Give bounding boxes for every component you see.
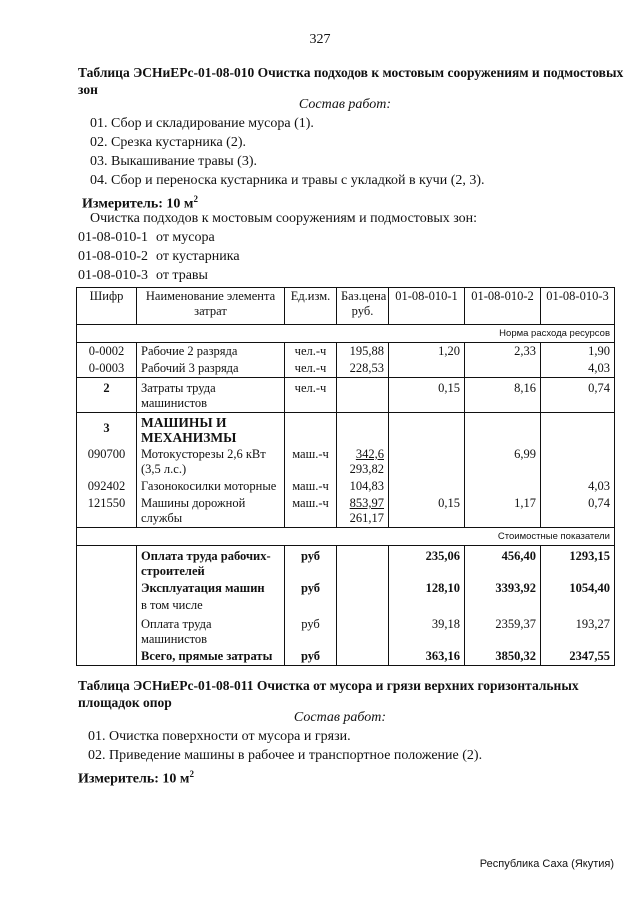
- price-main: 342,6: [355, 447, 384, 461]
- cell-name: Рабочий 3 разряда: [137, 360, 285, 378]
- cell-shifr: 121550: [77, 495, 137, 528]
- code-desc: от травы: [156, 268, 208, 283]
- code-desc: от мусора: [156, 230, 215, 245]
- price-main: 853,97: [349, 496, 384, 510]
- header-col1: 01-08-010-1: [389, 288, 465, 325]
- table-row: [77, 360, 615, 378]
- cost-row: [77, 580, 615, 597]
- cell-v3: 4,03: [541, 360, 615, 378]
- table-row: [77, 446, 615, 478]
- cost-v3: 1293,15: [541, 546, 615, 581]
- cell-v1: [389, 446, 465, 478]
- price-sub: 261,17: [349, 511, 384, 525]
- table1-title: [78, 64, 624, 98]
- table-header-row: [77, 288, 615, 325]
- cell-price: [337, 378, 389, 413]
- cost-v2: 2359,37: [465, 614, 541, 648]
- cell-name: Машины дорожной службы: [137, 495, 285, 528]
- cost-name: Оплата труда рабочих-строителей: [137, 546, 285, 581]
- cost-row: [77, 614, 615, 648]
- code-desc: от кустарника: [156, 249, 240, 264]
- cost-v2: [465, 597, 541, 614]
- cost-v2: 456,40: [465, 546, 541, 581]
- code-list-item: [78, 266, 208, 285]
- cell-price: 195,88: [337, 343, 389, 361]
- band-cost-row: [77, 528, 615, 546]
- table-row: [77, 495, 615, 528]
- table2-title-line1: Таблица ЭСНиЕРс-01-08-011 Очистка от мусора и грязи верхних горизонтальных: [78, 678, 579, 693]
- cell-v2: 6,99: [465, 446, 541, 478]
- cell-shifr: 0-0002: [77, 343, 137, 361]
- cost-v3: 193,27: [541, 614, 615, 648]
- cost-v1: [389, 597, 465, 614]
- cell-v2: 8,16: [465, 378, 541, 413]
- table1-step: 02. Срезка кустарника (2).: [90, 135, 246, 150]
- code-id: 01-08-010-1: [78, 230, 148, 245]
- table1-step: 03. Выкашивание травы (3).: [90, 154, 258, 169]
- band-norm: Норма расхода ресурсов: [77, 325, 615, 343]
- price-sub: 293,82: [349, 462, 384, 476]
- header-name: Наименование элемента затрат: [137, 288, 285, 325]
- meter-sup: 2: [189, 769, 194, 779]
- cost-name: Всего, прямые затраты: [137, 648, 285, 666]
- cell-unit: чел.-ч: [285, 343, 337, 361]
- cell-name: Рабочие 2 разряда: [137, 343, 285, 361]
- header-unit: Ед.изм.: [285, 288, 337, 325]
- cell-shifr: 3: [77, 413, 137, 447]
- code-id: 01-08-010-2: [78, 249, 148, 264]
- cell-v2: [465, 360, 541, 378]
- cost-row: [77, 546, 615, 581]
- code-id: 01-08-010-3: [78, 268, 148, 283]
- table2-title: [78, 677, 618, 711]
- header-col2: 01-08-010-2: [465, 288, 541, 325]
- cost-v1: 363,16: [389, 648, 465, 666]
- cost-name: Эксплуатация машин: [137, 580, 285, 597]
- cost-unit: руб: [285, 580, 337, 597]
- cost-row: [77, 648, 615, 666]
- meter-sup: 2: [193, 194, 198, 204]
- table2-meter: [78, 765, 194, 789]
- cell-shifr: 0-0003: [77, 360, 137, 378]
- code-list-item: [78, 247, 240, 266]
- cell-price: [337, 495, 389, 528]
- meter-label: Измеритель: 10 м: [78, 771, 190, 787]
- cell-v1: [389, 478, 465, 495]
- cell-v1: 0,15: [389, 378, 465, 413]
- cost-v3: 2347,55: [541, 648, 615, 666]
- cell-v2: [465, 478, 541, 495]
- cell-unit: маш.-ч: [285, 495, 337, 528]
- cell-v3: 4,03: [541, 478, 615, 495]
- table-row: [77, 343, 615, 361]
- cost-v1: 235,06: [389, 546, 465, 581]
- code-list-item: [78, 228, 215, 247]
- cell-price: 228,53: [337, 360, 389, 378]
- table2-composition-heading: Состав работ:: [293, 710, 387, 725]
- cell-v3: [541, 446, 615, 478]
- table2-step: 02. Приведение машины в рабочее и транспортное положение (2).: [88, 748, 483, 763]
- band-cost: Стоимостные показатели: [77, 528, 615, 546]
- cost-v3: 1054,40: [541, 580, 615, 597]
- cell-v2: 2,33: [465, 343, 541, 361]
- table1-title-line2: зон: [78, 82, 98, 97]
- cell-name: Мотокусторезы 2,6 кВт (3,5 л.с.): [137, 446, 285, 478]
- cell-unit: чел.-ч: [285, 378, 337, 413]
- cell-v3: 1,90: [541, 343, 615, 361]
- cell-v1: 1,20: [389, 343, 465, 361]
- table-row: [77, 378, 615, 413]
- resource-table: [76, 287, 615, 666]
- table1-step: 01. Сбор и складирование мусора (1).: [90, 116, 314, 131]
- cell-unit: маш.-ч: [285, 446, 337, 478]
- page-number: 327: [309, 32, 331, 47]
- cell-price: [337, 446, 389, 478]
- cost-unit: [285, 597, 337, 614]
- cell-price: 104,83: [337, 478, 389, 495]
- header-col3: 01-08-010-3: [541, 288, 615, 325]
- cell-v3: 0,74: [541, 378, 615, 413]
- cell-shifr: 092402: [77, 478, 137, 495]
- band-norm-row: [77, 325, 615, 343]
- cell-shifr: 090700: [77, 446, 137, 478]
- cost-name: в том числе: [137, 597, 285, 614]
- header-shifr: Шифр: [77, 288, 137, 325]
- cost-v1: 39,18: [389, 614, 465, 648]
- cost-row: [77, 597, 615, 614]
- machines-header-row: [77, 413, 615, 447]
- table2-title-line2: площадок опор: [78, 695, 172, 710]
- table1-intro: Очистка подходов к мостовым сооружениям и подмостовых зон:: [90, 211, 478, 226]
- cell-v1: 0,15: [389, 495, 465, 528]
- cost-v3: [541, 597, 615, 614]
- cell-unit: маш.-ч: [285, 478, 337, 495]
- table1-composition-heading: Состав работ:: [298, 97, 392, 112]
- cost-unit: руб: [285, 648, 337, 666]
- cell-name: МАШИНЫ И МЕХАНИЗМЫ: [137, 413, 285, 447]
- cost-v1: 128,10: [389, 580, 465, 597]
- cell-name: Газонокосилки моторные: [137, 478, 285, 495]
- cost-name: Оплата труда машинистов: [137, 614, 285, 648]
- cost-unit: руб: [285, 546, 337, 581]
- header-price: Баз.цена руб.: [337, 288, 389, 325]
- footer-region: Республика Саха (Якутия): [479, 858, 614, 870]
- table-row: [77, 478, 615, 495]
- cell-v2: 1,17: [465, 495, 541, 528]
- cost-unit: руб: [285, 614, 337, 648]
- cost-v2: 3850,32: [465, 648, 541, 666]
- table2-step: 01. Очистка поверхности от мусора и грязи.: [88, 729, 351, 744]
- meter-label: Измеритель: 10 м: [82, 196, 194, 212]
- cost-v2: 3393,92: [465, 580, 541, 597]
- table1-step: 04. Сбор и переноска кустарника и травы с укладкой в кучи (2, 3).: [90, 173, 485, 188]
- cell-name: Затраты труда машинистов: [137, 378, 285, 413]
- cell-v1: [389, 360, 465, 378]
- cell-shifr: 2: [77, 378, 137, 413]
- table1-title-line1: Таблица ЭСНиЕРс-01-08-010 Очистка подходов к мостовым сооружениям и подмостовых: [78, 65, 624, 80]
- cell-unit: чел.-ч: [285, 360, 337, 378]
- cell-v3: 0,74: [541, 495, 615, 528]
